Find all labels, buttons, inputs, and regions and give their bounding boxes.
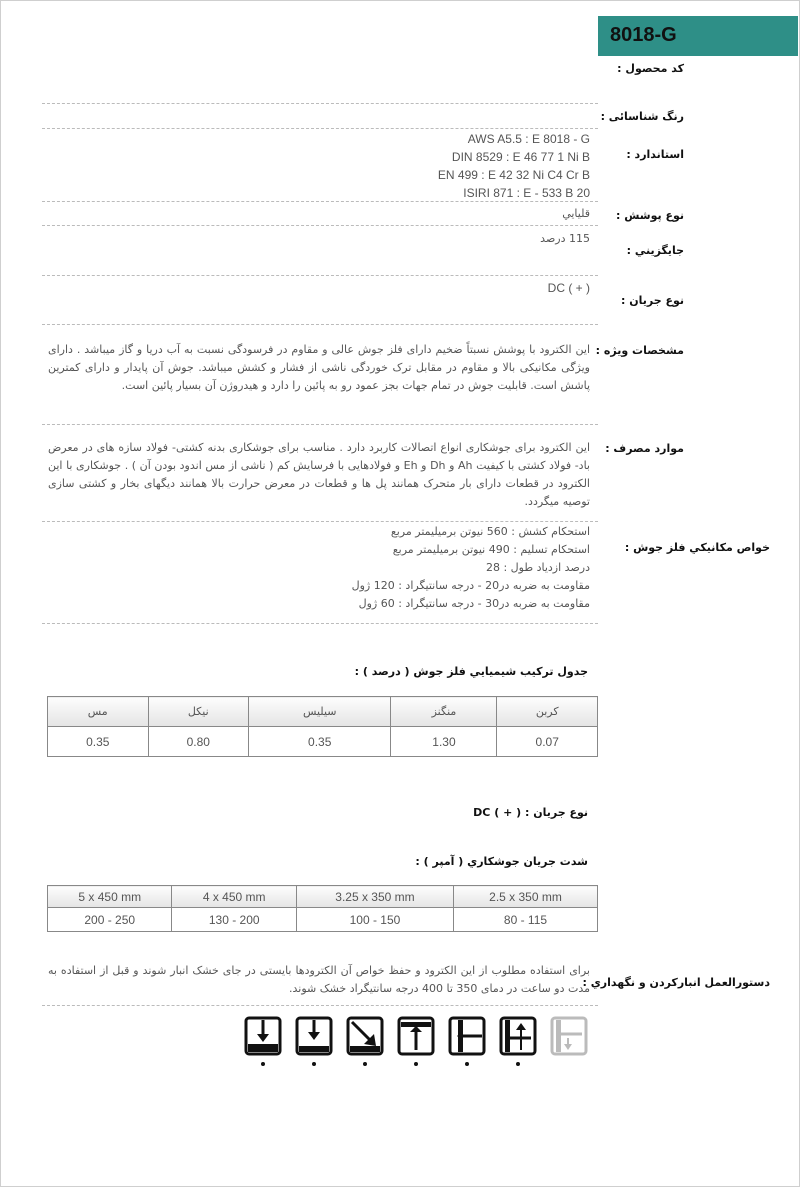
vertical-up-icon xyxy=(499,1016,537,1068)
chem-header-cell: مس xyxy=(48,697,149,727)
chem-table xyxy=(47,696,598,757)
chem-value-cell: 0.35 xyxy=(48,727,149,757)
standard-line: DIN 8529 : E 46 77 1 Ni B xyxy=(451,150,590,164)
chem-value-row xyxy=(48,727,598,757)
features-label: مشخصات ويژه : xyxy=(595,344,684,357)
mechanical-line: استحكام تسليم : 490 نيوتن برميليمتر مربع xyxy=(392,543,590,556)
chem-header-cell: سيليس xyxy=(249,697,391,727)
chem-value-cell: 0.07 xyxy=(497,727,598,757)
applications-label: موارد مصرف : xyxy=(605,442,684,455)
chem-value-cell: 0.35 xyxy=(249,727,391,757)
amps-header-cell: 2.5 x 350 mm xyxy=(453,886,597,908)
coating-value: قليايي xyxy=(562,207,590,220)
chem-header-cell: منگنز xyxy=(391,697,497,727)
inclined-position-icon xyxy=(346,1016,384,1068)
divider xyxy=(42,128,598,129)
mechanical-line: مقاومت به ضربه در30 - درجه سانتيگراد : 60 ژول xyxy=(358,597,590,610)
mechanical-line: استحكام كشش : 560 نيوتن برميليمتر مربع xyxy=(390,525,590,538)
applications-text: اين الكترود براى جوشكارى انواع اتصالات کاربرد دارد . مناسب براى جوشکارى بدنه کشتى- فولاد سازه هاى در معرض باد- فولاد کشتى با کيفيت Ah و Dh و Eh و فولادهايى با فرسايش کم ( ناشى از مس اندود بودن آن ) . جوشکارى با اين الکترود در قطعات داراى بار متحرک همانند پل ها و قطعات در معرض حرارت بالا همانند ديگهاى بخار و کشتى سازى توصيه ميگردد. xyxy=(48,441,590,508)
divider xyxy=(42,424,598,425)
features-text: اين الكترود با پوشش نسبتاً ضخيم داراى فلز جوش عالى و مقاوم در فرسودگى نسبت به آب دريا و گاز ميباشد . داراى ويژگى مكانيكى بالا و مقاوم در مقابل ترک خوردگى ناشى از فشار و کشش ميباشد. جوش آن پايدار و داراى کمترين پاشش است. قابليت جوش در تمام جهات بجز عمود رو به پائين را دارد و هيدروژن آن بسيار پائين است. xyxy=(48,343,590,392)
product-code-label: کد محصول : xyxy=(617,62,684,75)
standard-label: استاندارد : xyxy=(626,148,684,161)
horizontal-fillet-icon xyxy=(295,1016,333,1068)
horizontal-position-icon xyxy=(448,1016,486,1068)
amps-value-cell: 200 - 250 xyxy=(48,908,172,932)
coating-label: نوع پوشش : xyxy=(616,209,684,222)
replacement-label: جايگزيني : xyxy=(626,244,684,257)
mechanical-list xyxy=(352,523,590,613)
mechanical-label: خواص مكانيكي فلز جوش : xyxy=(624,541,770,554)
current-label: نوع جريان : xyxy=(620,294,684,307)
chem-header-cell: كربن xyxy=(497,697,598,727)
storage-text: براى استفاده مطلوب از اين الکترود و حفظ خواص آن الکترودها بايستى در جاى خشک انبار شوند و قبل از استفاده به مدت دو ساعت در دماى 350 تا 400 درجه سانتيگراد خشک شوند. xyxy=(48,964,590,995)
flat-position-icon xyxy=(244,1016,282,1068)
divider xyxy=(42,225,598,226)
product-code-title: 8018-G xyxy=(610,24,677,46)
overhead-position-icon xyxy=(397,1016,435,1068)
chem-header-row xyxy=(48,697,598,727)
standards-list xyxy=(438,130,590,202)
divider xyxy=(42,1005,598,1006)
product-title-bar xyxy=(598,16,798,56)
mechanical-line: مقاومت به ضربه در20 - درجه سانتيگراد : 120 ژول xyxy=(351,579,590,592)
amps-header-row xyxy=(48,886,598,908)
chem-header-cell: نيكل xyxy=(148,697,249,727)
amps-value-cell: 80 - 115 xyxy=(453,908,597,932)
divider xyxy=(42,201,598,202)
chem-value-cell: 0.80 xyxy=(148,727,249,757)
chem-value-cell: 1.30 xyxy=(391,727,497,757)
amps-value-row xyxy=(48,908,598,932)
divider xyxy=(42,623,598,624)
standard-line: AWS A5.5 : E 8018 - G xyxy=(467,132,590,146)
storage-label: دستورالعمل انبارکردن و نگهداري : xyxy=(582,976,770,989)
divider xyxy=(42,324,598,325)
divider xyxy=(42,521,598,522)
current-value: DC ( + ) xyxy=(547,281,590,295)
amps-header-cell: 4 x 450 mm xyxy=(172,886,296,908)
vertical-down-disabled-icon xyxy=(550,1016,588,1068)
welding-positions xyxy=(244,1016,590,1070)
amps-header-cell: 3.25 x 350 mm xyxy=(296,886,453,908)
chem-table-title: جدول تركيب شيميايي فلز جوش ( درصد ) : xyxy=(354,665,588,678)
replacement-value: 115 درصد xyxy=(540,232,590,245)
standard-line: ISIRI 871 : E - 533 B 20 xyxy=(463,186,590,200)
divider xyxy=(42,275,598,276)
amps-header-cell: 5 x 450 mm xyxy=(48,886,172,908)
amps-table xyxy=(47,885,598,932)
divider xyxy=(42,103,598,104)
amps-table-title: شدت جريان جوشكاري ( آمپر ) : xyxy=(415,855,588,868)
amps-value-cell: 130 - 200 xyxy=(172,908,296,932)
mechanical-line: درصد ازدياد طول : 28 xyxy=(485,561,590,574)
standard-line: EN 499 : E 42 32 Ni C4 Cr B xyxy=(437,168,590,182)
current-type-label: نوع جريان : ( + ) DC xyxy=(473,806,588,819)
color-label: رنگ شناسائی : xyxy=(600,110,684,123)
amps-value-cell: 100 - 150 xyxy=(296,908,453,932)
